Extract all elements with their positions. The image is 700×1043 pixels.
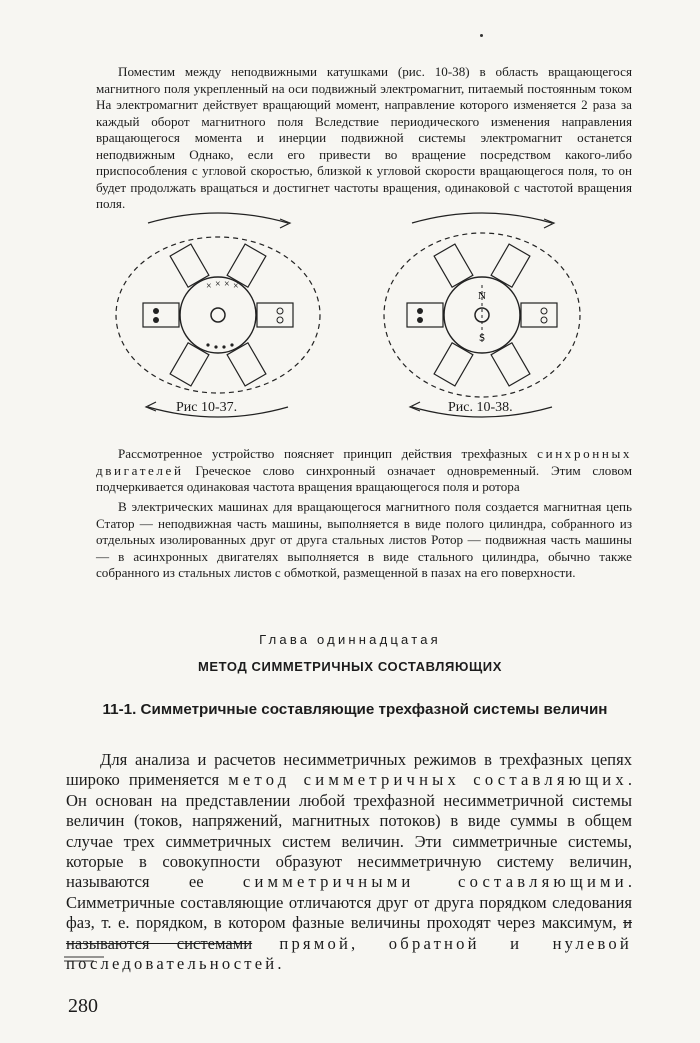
body-part-5: . xyxy=(277,954,282,974)
intro-paragraph xyxy=(96,64,632,213)
body-emphasis-3: прямой, обратной и нулевой последовательностей xyxy=(66,933,632,974)
chapter-title: МЕТОД СИММЕТРИЧНЫХ СОСТАВЛЯЮЩИХ xyxy=(197,659,503,674)
current-mark-1: × xyxy=(206,281,212,292)
current-mark-3: × xyxy=(224,279,230,290)
main-body-paragraph xyxy=(66,750,632,974)
paragraph-2-emphasis: синхронных двигателей xyxy=(96,446,632,478)
section-title: 11-1. Симметричные составляющие трехфазной системы величин xyxy=(102,701,608,718)
paragraph-3 xyxy=(96,499,632,582)
body-part-3: . Симметричные составляющие отличаются друг от друга порядком следования фаз, т. е. порядком, в котором фазные величины проходят через максимум, xyxy=(66,872,632,933)
current-mark-2: × xyxy=(215,279,221,290)
page-number: 280 xyxy=(68,995,98,1017)
rotation-arrow-top-2 xyxy=(412,213,552,223)
pen-underline-mark xyxy=(64,955,634,963)
figure-10-38 xyxy=(384,213,580,417)
body-emphasis-1: метод симметричных составляющих xyxy=(228,770,628,790)
body-part-4 xyxy=(252,934,279,953)
figure-10-37 xyxy=(116,213,320,417)
intro-paragraph-text: Поместим между неподвижными катушками (рис. 10-38) в область вращающегося магнитного поля укрепленный на оси подвижный электромагнит, питаемый постоянным током На электромагнит действует вращающий момент, направление которого изменяется 2 раза за каждый оборот магнитного поля Вследствие периодического изменения направления вращающегося момента и инерции подвижной системы электромагнит останется неподвижным Однако, если его привести во вращение посредством какого-либо приспособления с угловой скоростью, близкой к угловой скорости вращающегося поля, то он будет продолжать вращаться и достигнет частоты вращения, одинаковой с частотой вращения поля. xyxy=(96,64,632,211)
paragraph-2 xyxy=(96,446,632,496)
rotation-arrow-top xyxy=(148,213,288,223)
body-part-1: Для анализа и расчетов несимметричных режимов в трехфазных цепях широко применяется xyxy=(66,750,632,790)
figure-caption-10-37: Рис 10-37. xyxy=(176,400,238,415)
paragraph-2-rest: Греческое слово синхронный означает одновременный. Этим словом подчеркивается одинаковая частота вращения вращающегося поля и ротора xyxy=(96,462,632,494)
paragraph-3-text: В электрических машинах для вращающегося магнитного поля создается магнитная цепь Статор — неподвижная часть машины, выполняется в виде полого цилиндра, собранного из отдельных изолированных друг от друга стальных листов Ротор — подвижная часть машины — в асинхронных двигателях выполняется в виде стального цилиндра, обычно также собранного из стальных листов с обмоткой, размещенной в пазах на его поверхности. xyxy=(96,499,632,580)
body-emphasis-2: симметричными составляющими xyxy=(242,872,628,892)
figure-caption-10-38: Рис. 10-38. xyxy=(448,400,513,415)
flux-line-outer xyxy=(116,237,320,393)
paragraph-2-start: Рассмотренное устройство поясняет принцип действия трехфазных xyxy=(118,446,538,461)
ink-dot xyxy=(480,34,483,37)
chapter-label: Глава одиннадцатая xyxy=(259,632,441,647)
pole-n-label: N xyxy=(478,290,486,302)
current-mark-4: × xyxy=(233,281,239,292)
body-part-2: . Он основан на представлении любой трехфазной несимметричной системы величин (токов, напряжений, магнитных потоков) в виде суммы в общем случае трех симметричных систем величин. Эти симметричные системы, которые в совокупности образуют несимметричную систему величин, называются ее xyxy=(66,770,632,892)
shaft xyxy=(211,308,225,322)
figures-panel xyxy=(110,205,600,430)
pole-s-label: S xyxy=(479,332,486,344)
body-struck-text: и называются системами xyxy=(66,913,632,953)
